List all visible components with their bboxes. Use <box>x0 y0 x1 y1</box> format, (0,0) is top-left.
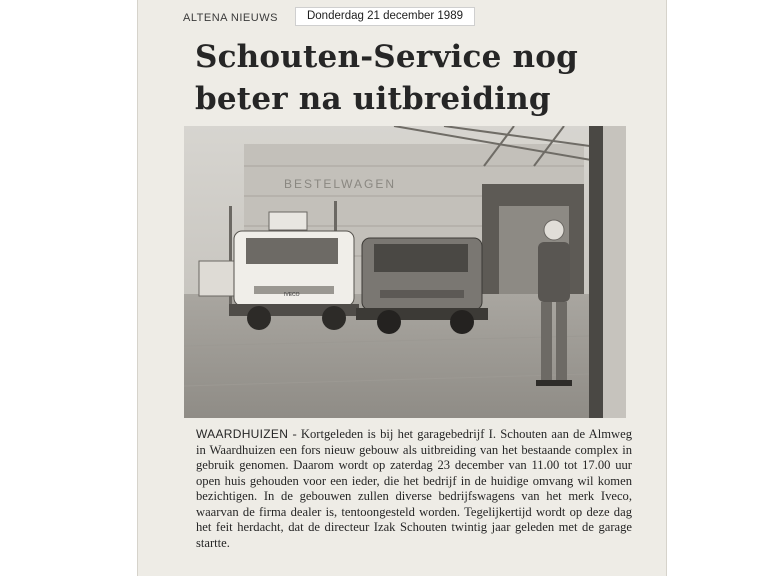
article-text: - Kortgeleden is bij het garagebedrijf I. Schouten aan de Almweg in Waardhuizen een fors nieuw gebouw als uitbreiding van het bestaande complex in gebruik genomen. Daarom wordt op zaterdag 23 december van 11.00 tot 17.00 uur open huis gehouden voor een ieder, die het bedrijf in de huidige omvang wil komen bezichtigen. In de gebouwen zullen diverse bedrijfswagens van het merk Iveco, waarvan de firma dealer is, tentoongesteld worden. Tegelijkertijd wordt op deze dag het feit herdacht, dat de directeur Izak Schouten twintig jaar geleden met de garage startte. <box>196 427 632 550</box>
article-photo <box>184 126 626 418</box>
article-dateline: WAARDHUIZEN <box>196 427 289 441</box>
dark-van <box>356 238 488 334</box>
steel-pillar <box>589 126 603 418</box>
van-brand-label: IVECO <box>284 292 300 298</box>
building-sign: BESTELWAGEN <box>284 177 397 191</box>
publication-date-label: Donderdag 21 december 1989 <box>295 7 475 26</box>
headline: Schouten-Service nog beter na uitbreiding <box>195 39 578 117</box>
article-body <box>196 427 632 551</box>
newspaper-name: ALTENA NIEUWS <box>183 12 278 24</box>
